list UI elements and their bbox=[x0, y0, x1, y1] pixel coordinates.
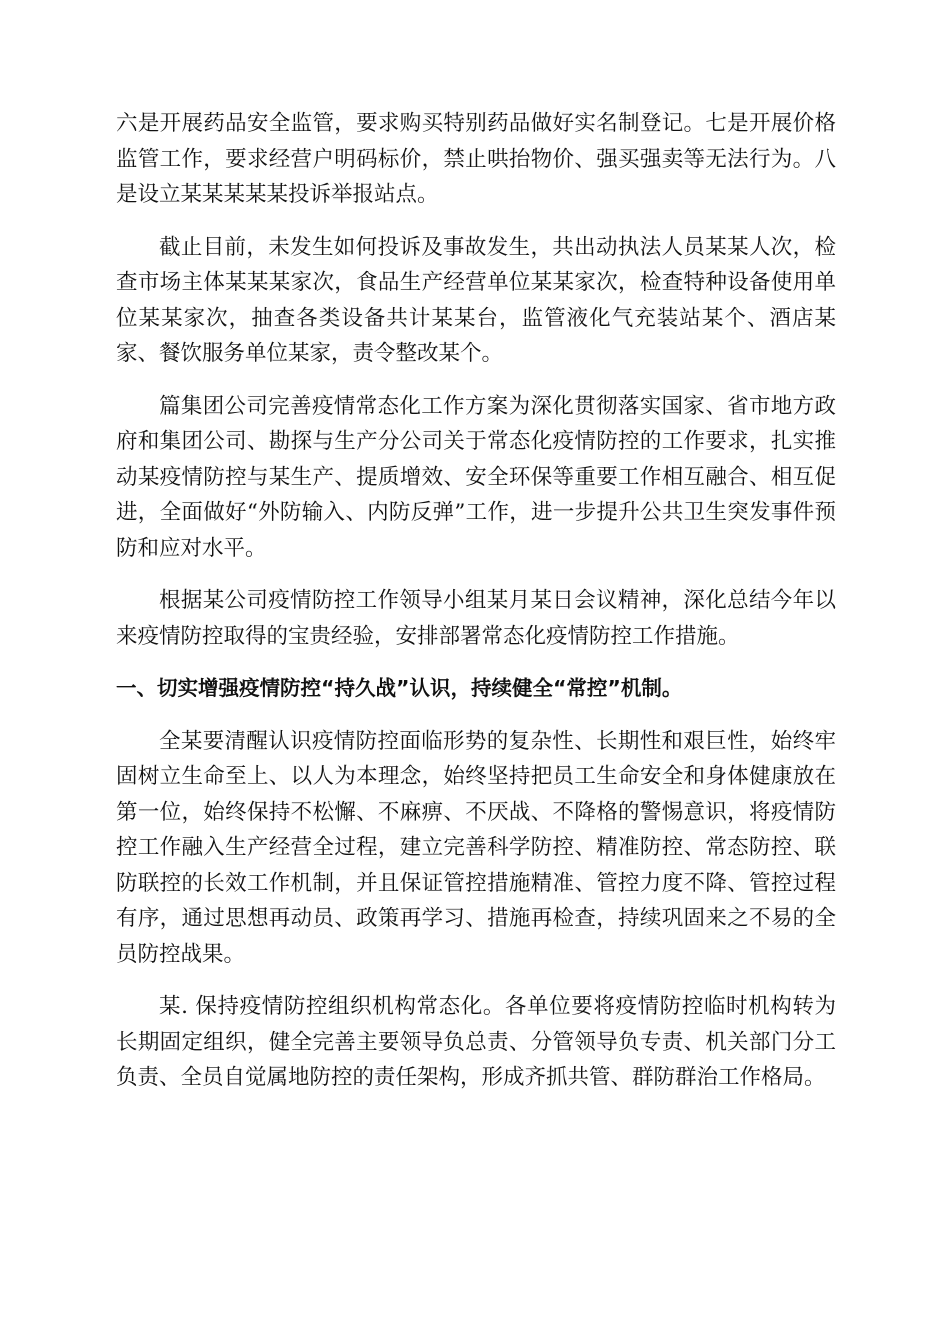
paragraph-inspection-statistics: 截止目前，未发生如何投诉及事故发生，共出动执法人员某某人次，检查市场主体某某某家次，食品生产经营单位某某家次，检查特种设备使用单位某某家次，抽查各类设备共计某某台，监管液化气充装站某个、酒店某家、餐饮服务单位某家，责令整改某个。 bbox=[116, 234, 836, 366]
document-page bbox=[116, 106, 836, 1113]
paragraph-epidemic-normalization-plan: 篇集团公司完善疫情常态化工作方案为深化贯彻落实国家、省市地方政府和集团公司、勘探与生产分公司关于常态化疫情防控的工作要求，扎实推动某疫情防控与某生产、提质增效、安全环保等重要工作相互融合、相互促进，全面做好“外防输入、内防反弹”工作，进一步提升公共卫生突发事件预防和应对水平。 bbox=[116, 393, 836, 561]
paragraph-drug-price-supervision: 六是开展药品安全监管，要求购买特别药品做好实名制登记。七是开展价格监管工作，要求经营户明码标价，禁止哄抬物价、强买强卖等无法行为。八是设立某某某某某投诉举报站点。 bbox=[116, 111, 836, 207]
paragraph-organization-normalization: 某. 保持疫情防控组织机构常态化。各单位要将疫情防控临时机构转为长期固定组织，健全完善主要领导负总责、分管领导负专责、机关部门分工负责、全员自觉属地防控的责任架构，形成齐抓共管、群防群治工作格局。 bbox=[116, 994, 836, 1090]
section-heading-1: 一、切实增强疫情防控“持久战”认识，持续健全“常控”机制。 bbox=[116, 676, 683, 700]
paragraph-meeting-spirit: 根据某公司疫情防控工作领导小组某月某日会议精神，深化总结今年以来疫情防控取得的宝贵经验，安排部署常态化疫情防控工作措施。 bbox=[116, 588, 836, 649]
paragraph-long-term-awareness: 全某要清醒认识疫情防控面临形势的复杂性、长期性和艰巨性，始终牢固树立生命至上、以人为本理念，始终坚持把员工生命安全和身体健康放在第一位，始终保持不松懈、不麻痹、不厌战、不降格的警惕意识，将疫情防控工作融入生产经营全过程，建立完善科学防控、精准防控、常态防控、联防联控的长效工作机制，并且保证管控措施精准、管控力度不降、管控过程有序，通过思想再动员、政策再学习、措施再检查，持续巩固来之不易的全员防控战果。 bbox=[116, 728, 836, 967]
